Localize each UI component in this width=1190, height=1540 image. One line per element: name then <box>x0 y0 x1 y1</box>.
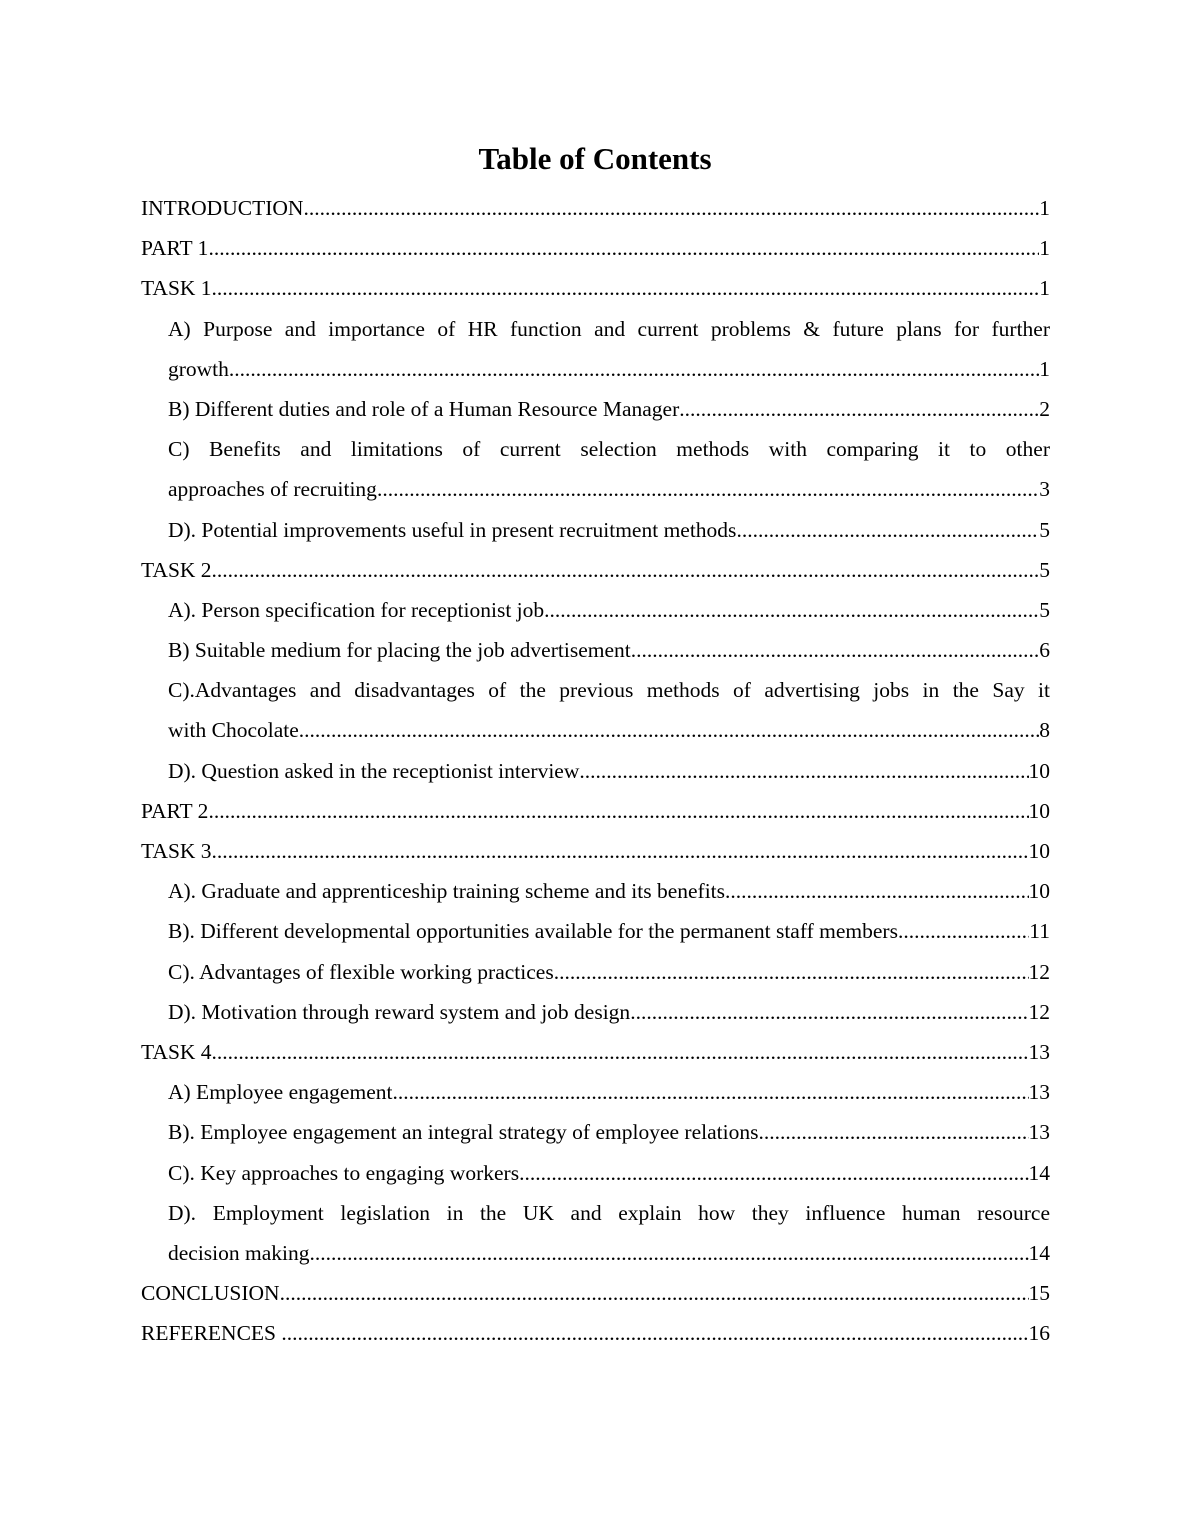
toc-entry-text: D). Potential improvements useful in present recruitment methods <box>168 517 737 542</box>
dot-leader <box>519 1153 1028 1193</box>
toc-entry-line <box>168 510 1050 550</box>
toc-page-number: 5 <box>1039 597 1050 622</box>
toc-entry-text: PART 1 <box>141 236 209 261</box>
toc-entry-line <box>141 1273 1050 1313</box>
toc-page-number: 6 <box>1039 638 1050 663</box>
dot-leader <box>208 228 1039 268</box>
toc-entry[interactable] <box>141 871 1050 911</box>
toc-entry-line <box>141 1032 1050 1072</box>
toc-entry-line <box>141 268 1050 308</box>
toc-entry-text-line1: C) Benefits and limitations of current selection methods with comparing it to other <box>168 437 1050 462</box>
toc-entry[interactable] <box>141 1153 1050 1193</box>
toc-entry-text: CONCLUSION <box>141 1281 280 1306</box>
toc-entry[interactable] <box>141 550 1050 590</box>
toc-page-number: 8 <box>1039 718 1050 743</box>
toc-entry-line <box>141 831 1050 871</box>
toc-entry-text: approaches of recruiting <box>168 477 377 502</box>
toc-page-number: 10 <box>1028 839 1050 863</box>
toc-page-number: 14 <box>1028 1160 1050 1185</box>
toc-entry-text-line1: C).Advantages and disadvantages of the previous methods of advertising jobs in the Say it <box>168 678 1050 703</box>
toc-entry-text: with Chocolate <box>168 718 299 743</box>
toc-entry-line <box>168 469 1050 509</box>
toc-entry-line <box>168 590 1050 630</box>
dot-leader <box>212 1032 1029 1072</box>
toc-entry-text: REFERENCES <box>141 1321 282 1346</box>
toc-entry-text: B) Suitable medium for placing the job advertisement <box>168 638 631 663</box>
toc-entry-text: A). Graduate and apprenticeship training scheme and its benefits <box>168 879 726 904</box>
dot-leader <box>630 992 1028 1032</box>
toc-entry-line <box>168 1153 1050 1193</box>
toc-entry[interactable] <box>141 1072 1050 1112</box>
toc-entry[interactable] <box>141 670 1050 750</box>
toc-entry-text: A). Person specification for receptionist job <box>168 597 545 622</box>
toc-entry[interactable] <box>141 309 1050 389</box>
toc-page-number: 13 <box>1028 1080 1050 1105</box>
toc-entry-text: D). Motivation through reward system and job design <box>168 999 631 1024</box>
toc-page-number: 10 <box>1028 798 1050 823</box>
toc-entry-line <box>168 911 1050 951</box>
toc-page-number: 12 <box>1028 959 1050 984</box>
dot-leader <box>310 1233 1029 1273</box>
toc-entry-line <box>168 710 1050 750</box>
dot-leader <box>392 1072 1028 1112</box>
toc-entry[interactable] <box>141 429 1050 509</box>
toc-entry-text: growth <box>168 356 229 381</box>
toc-entry[interactable] <box>141 992 1050 1032</box>
toc-entry[interactable] <box>141 751 1050 791</box>
toc-list <box>141 188 1050 1353</box>
toc-page-number: 13 <box>1028 1039 1050 1064</box>
toc-entry[interactable] <box>141 510 1050 550</box>
page-title: Table of Contents <box>478 141 712 176</box>
toc-entry-text: TASK 3 <box>141 839 212 863</box>
toc-entry-text: D). Question asked in the receptionist interview <box>168 758 580 783</box>
toc-entry-text: INTRODUCTION <box>141 196 304 220</box>
toc-entry-line <box>168 871 1050 911</box>
dot-leader <box>679 389 1039 429</box>
toc-entry-text: B). Different developmental opportunities available for the permanent staff members <box>168 919 898 944</box>
toc-entry-text: C). Key approaches to engaging workers <box>168 1160 520 1185</box>
toc-entry-line <box>168 349 1050 389</box>
dot-leader <box>212 268 1040 308</box>
dot-leader <box>554 952 1029 992</box>
toc-entry[interactable] <box>141 1032 1050 1072</box>
toc-entry[interactable] <box>141 630 1050 670</box>
toc-entry-line <box>141 1313 1050 1353</box>
toc-entry-line <box>168 1233 1050 1273</box>
dot-leader <box>303 188 1039 228</box>
toc-page-number: 10 <box>1028 879 1050 904</box>
toc-entry-text-line1: A) Purpose and importance of HR function and current problems & future plans for further <box>168 316 1050 341</box>
toc-page-number: 3 <box>1039 477 1050 502</box>
toc-entry-line <box>168 1072 1050 1112</box>
toc-entry[interactable] <box>141 831 1050 871</box>
dot-leader <box>725 871 1028 911</box>
toc-entry-text: C). Advantages of flexible working practices <box>168 959 554 984</box>
toc-page-number: 15 <box>1028 1281 1050 1306</box>
toc-entry-line <box>168 630 1050 670</box>
toc-entry-line <box>168 992 1050 1032</box>
toc-entry-text: A) Employee engagement <box>168 1080 393 1105</box>
dot-leader <box>280 1273 1029 1313</box>
toc-entry-line <box>168 389 1050 429</box>
dot-leader <box>212 550 1040 590</box>
toc-page-number: 5 <box>1039 557 1050 582</box>
toc-page-number: 1 <box>1039 236 1050 261</box>
dot-leader <box>758 1112 1028 1152</box>
toc-entry[interactable] <box>141 268 1050 308</box>
toc-page-number: 12 <box>1028 999 1050 1024</box>
toc-page-number: 2 <box>1039 396 1050 421</box>
dot-leader <box>377 469 1039 509</box>
toc-entry-text: TASK 2 <box>141 557 212 582</box>
toc-entry-line <box>141 791 1050 831</box>
dot-leader <box>579 751 1028 791</box>
toc-page-number: 1 <box>1039 276 1050 301</box>
toc-entry[interactable] <box>141 590 1050 630</box>
dot-leader <box>898 911 1029 951</box>
toc-entry-line <box>168 751 1050 791</box>
toc-entry[interactable] <box>141 1193 1050 1273</box>
toc-entry-line <box>141 550 1050 590</box>
toc-entry[interactable] <box>141 389 1050 429</box>
toc-entry-text: decision making <box>168 1240 310 1265</box>
toc-page-number: 10 <box>1028 758 1050 783</box>
toc-entry-line <box>141 228 1050 268</box>
toc-entry[interactable] <box>141 1112 1050 1152</box>
dot-leader <box>208 791 1028 831</box>
toc-page-number: 11 <box>1029 919 1050 944</box>
dot-leader <box>631 630 1040 670</box>
dot-leader <box>229 349 1039 389</box>
toc-page-number: 14 <box>1028 1240 1050 1265</box>
toc-page-number: 1 <box>1039 196 1050 220</box>
toc-page-number: 5 <box>1039 517 1050 542</box>
dot-leader <box>281 1313 1028 1353</box>
toc-entry-text-line1: D). Employment legislation in the UK and explain how they influence human resource <box>168 1200 1050 1225</box>
toc-entry-line <box>168 952 1050 992</box>
toc-page-number: 16 <box>1028 1321 1050 1346</box>
toc-entry[interactable] <box>141 188 1050 228</box>
toc-entry[interactable] <box>141 952 1050 992</box>
toc-entry-text: B) Different duties and role of a Human Resource Manager <box>168 396 680 421</box>
toc-entry[interactable] <box>141 228 1050 268</box>
toc-entry-text: B). Employee engagement an integral strategy of employee relations <box>168 1120 759 1145</box>
dot-leader <box>299 710 1039 750</box>
toc-entry-text: PART 2 <box>141 798 209 823</box>
toc-entry[interactable] <box>141 791 1050 831</box>
toc-page-number: 13 <box>1028 1120 1050 1145</box>
toc-entry[interactable] <box>141 1273 1050 1313</box>
toc-entry-line <box>141 188 1050 228</box>
toc-entry-line <box>168 1112 1050 1152</box>
toc-entry-text: TASK 4 <box>141 1039 212 1064</box>
dot-leader <box>212 831 1029 871</box>
dot-leader <box>544 590 1039 630</box>
toc-entry-text: TASK 1 <box>141 276 212 301</box>
dot-leader <box>736 510 1039 550</box>
toc-page-number: 1 <box>1039 356 1050 381</box>
toc-entry[interactable] <box>141 911 1050 951</box>
toc-entry[interactable] <box>141 1313 1050 1353</box>
